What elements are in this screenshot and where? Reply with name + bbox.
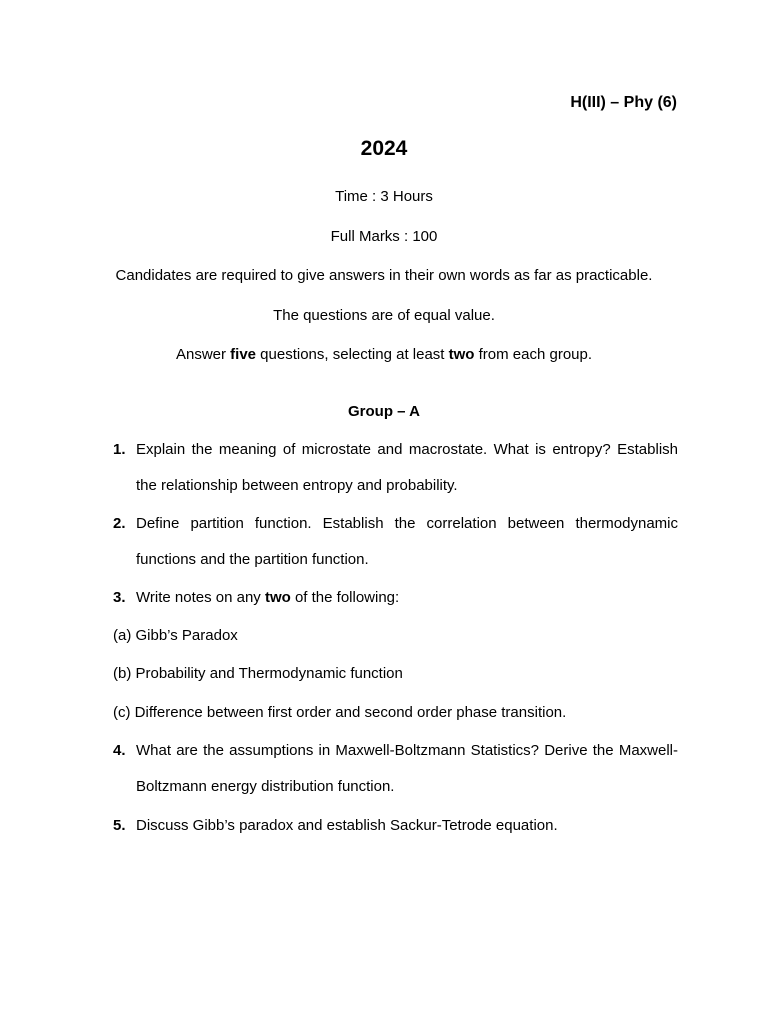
full-marks-line: Full Marks : 100 — [330, 228, 438, 245]
instruction-text: Answer — [175, 346, 231, 363]
question-number: 1. — [113, 441, 126, 458]
question-3-subpart-a: (a) Gibb’s Paradox — [113, 627, 238, 644]
time-line: Time : 3 Hours — [335, 188, 433, 205]
question-3 — [113, 588, 678, 608]
question-text: Explain the meaning of microstate and macrostate. What is entropy? Establish the relationship between entropy and probability. — [136, 441, 678, 494]
question-text-part: Write notes on any — [136, 589, 265, 606]
question-text: What are the assumptions in Maxwell-Boltzmann Statistics? Derive the Maxwell-Boltzmann energy distribution function. — [136, 742, 678, 795]
question-number: 4. — [113, 742, 126, 759]
question-2 — [113, 514, 678, 578]
instruction-equal-value: The questions are of equal value. — [273, 307, 495, 324]
question-emphasis: two — [264, 589, 291, 606]
question-1 — [113, 440, 678, 504]
instruction-emphasis: two — [448, 346, 475, 363]
instruction-own-words: Candidates are required to give answers in their own words as far as practicable. — [115, 267, 653, 284]
instruction-text: questions, selecting at least — [256, 346, 449, 363]
question-3-subpart-c: (c) Difference between first order and second order phase transition. — [113, 704, 567, 721]
paper-code: H(III) – Phy (6) — [570, 94, 677, 111]
exam-year: 2024 — [360, 137, 408, 160]
question-text-part: of the following: — [290, 589, 400, 606]
instruction-text: from each group. — [474, 346, 593, 363]
instruction-emphasis: five — [230, 346, 257, 363]
instruction-answer-five — [0, 345, 768, 365]
question-4 — [113, 741, 678, 805]
question-text: Define partition function. Establish the correlation between thermodynamic functions and the partition function. — [136, 515, 678, 568]
group-a-heading: Group – A — [348, 403, 420, 420]
question-number: 3. — [113, 589, 126, 606]
question-5 — [113, 816, 678, 836]
question-number: 2. — [113, 515, 126, 532]
question-3-subpart-b: (b) Probability and Thermodynamic function — [113, 665, 403, 682]
question-text — [136, 588, 678, 608]
question-text: Discuss Gibb’s paradox and establish Sackur-Tetrode equation. — [136, 817, 558, 834]
question-number: 5. — [113, 817, 126, 834]
